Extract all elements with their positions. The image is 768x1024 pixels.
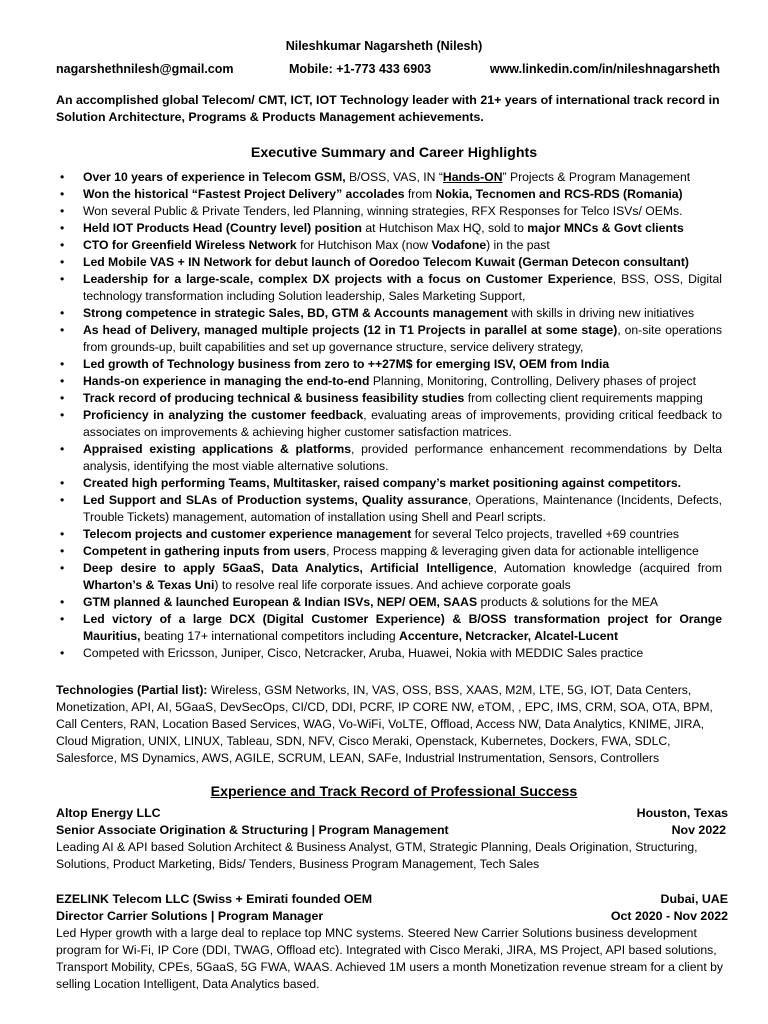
technologies-list: Wireless, GSM Networks, IN, VAS, OSS, BSS, XAAS, M2M, LTE, 5G, IOT, Data Centers, Monetization, API, AI, 5GaaS, DevSecOps, CI/CD, DDI, PCRF, IP CORE NW, eTOM, , EPC, IMS, CRM, SOA, OTA, BPM, Call Centers, RAN, Location Based Services, WAG, Vo-WiFi, VoLTE, Offload, Access NW, Data Analytics, KNIME, JIRA, Cloud Migration, UNIX, LINUX, Tableau, SDN, NFV, Cisco Meraki, Openstack, Kubernetes, Dockers, FWA, SDLC, Salesforce, MS Dynamics, AWS, AGILE, SCRUM, LEAN, SAFe, Industrial Instrumentation, Sensors, Controllers: [56, 683, 713, 765]
highlight-item: • Proficiency in analyzing the customer feedback, evaluating areas of improvements, providing critical feedback to associates on improvements & achieving higher customer satisfaction matrices.: [56, 407, 722, 441]
highlight-item: • Competed with Ericsson, Juniper, Cisco, Netcracker, Aruba, Huawei, Nokia with MEDDIC Sales practice: [56, 645, 722, 662]
executive-summary-heading: Executive Summary and Career Highlights: [250, 145, 538, 161]
technologies-paragraph: [56, 682, 726, 767]
highlight-item: • As head of Delivery, managed multiple projects (12 in T1 Projects in parallel at some stage), on-site operations from grounds-up, built capabilities and set up governance structure, service delivery strategy,: [56, 322, 722, 356]
job-title-row: [56, 822, 728, 839]
job-title: Director Carrier Solutions | Program Manager: [56, 909, 324, 923]
highlight-item: • Led growth of Technology business from zero to ++27M$ for emerging ISV, OEM from India: [56, 356, 722, 373]
company-name: Altop Energy LLC: [56, 806, 161, 820]
job-title-row: [56, 908, 728, 925]
job-location: Dubai, UAE: [660, 892, 728, 906]
highlight-item: • Held IOT Products Head (Country level) position at Hutchison Max HQ, sold to major MNCs & Govt clients: [56, 220, 722, 237]
highlight-item: • Led Support and SLAs of Production systems, Quality assurance, Operations, Maintenance (Incidents, Defects, Trouble Tickets) management, automation of installation using Shell and Pearl scripts.: [56, 492, 722, 526]
highlight-item: • Appraised existing applications & platforms, provided performance enhancement recommendations by Delta analysis, identifying the most viable alternative solutions.: [56, 441, 722, 475]
mobile-number: Mobile: +1-773 433 6903: [289, 62, 432, 76]
highlight-item: • Strong competence in strategic Sales, BD, GTM & Accounts management with skills in driving new initiatives: [56, 305, 722, 322]
job-company-row: [56, 891, 728, 908]
job-description: Leading AI & API based Solution Architect & Business Analyst, GTM, Strategic Planning, Deals Origination, Structuring, Solutions, Product Marketing, Bids/ Tenders, Business Program Management, Tech Sales: [56, 840, 698, 871]
job-dates: Nov 2022: [671, 823, 726, 837]
highlight-item: • Leadership for a large-scale, complex DX projects with a focus on Customer Experience, BSS, OSS, Digital technology transformation including Solution leadership, Sales Marketing Support,: [56, 271, 722, 305]
highlights-list: [56, 169, 722, 662]
email-link[interactable]: nagarshethnilesh@gmail.com: [56, 62, 234, 76]
experience-heading: Experience and Track Record of Professional Success: [210, 784, 578, 800]
job-title: Senior Associate Origination & Structuring | Program Management: [56, 823, 449, 837]
candidate-name: Nileshkumar Nagarsheth (Nilesh): [285, 39, 483, 53]
job-dates: Oct 2020 - Nov 2022: [610, 909, 728, 923]
job-entry: [56, 891, 728, 993]
job-description: Led Hyper growth with a large deal to replace top MNC systems. Steered New Carrier Solutions business development program for Wi-Fi, IP Core (DDI, TWAG, Offload etc). Integrated with Cisco Meraki, JIRA, MS Project, API based solutions, Transport Mobility, CPEs, 5GaaS, 5G FWA, WAAS. Achieved 1M users a month Monetization revenue stream for a client by selling Location Intelligent, Data Analytics based.: [56, 926, 723, 991]
highlight-item: • Over 10 years of experience in Telecom GSM, B/OSS, VAS, IN “Hands-ON” Projects & Program Management: [56, 169, 722, 186]
highlight-item: • CTO for Greenfield Wireless Network for Hutchison Max (now Vodafone) in the past: [56, 237, 722, 254]
highlight-item: • Led Mobile VAS + IN Network for debut launch of Ooredoo Telecom Kuwait (German Detecon consultant): [56, 254, 722, 271]
highlight-item: • Created high performing Teams, Multitasker, raised company’s market positioning against competitors.: [56, 475, 722, 492]
highlight-item: • Won the historical “Fastest Project Delivery” accolades from Nokia, Tecnomen and RCS-RDS (Romania): [56, 186, 722, 203]
highlight-item: • Deep desire to apply 5GaaS, Data Analytics, Artificial Intelligence, Automation knowledge (acquired from Wharton’s & Texas Uni) to resolve real life corporate issues. And achieve corporate goals: [56, 560, 722, 594]
job-company-row: [56, 805, 728, 822]
highlight-item: • Won several Public & Private Tenders, led Planning, winning strategies, RFX Responses for Telco ISVs/ OEMs.: [56, 203, 722, 220]
profile-summary: An accomplished global Telecom/ CMT, ICT, IOT Technology leader with 21+ years of international track record in Solution Architecture, Programs & Products Management achievements.: [56, 93, 720, 124]
job-location: Houston, Texas: [636, 806, 728, 820]
highlight-item: • Led victory of a large DCX (Digital Customer Experience) & B/OSS transformation project for Orange Mauritius, beating 17+ international competitors including Accenture, Netcracker, Alcatel-Lucent: [56, 611, 722, 645]
highlight-item: • Track record of producing technical & business feasibility studies from collecting client requirements mapping: [56, 390, 722, 407]
job-entry: [56, 805, 728, 873]
highlight-item: • Hands-on experience in managing the end-to-end Planning, Monitoring, Controlling, Delivery phases of project: [56, 373, 722, 390]
technologies-label: Technologies (Partial list):: [56, 683, 208, 697]
highlight-item: • GTM planned & launched European & Indian ISVs, NEP/ OEM, SAAS products & solutions for the MEA: [56, 594, 722, 611]
company-name: EZELINK Telecom LLC (Swiss + Emirati founded OEM: [56, 892, 373, 906]
highlight-item: • Competent in gathering inputs from users, Process mapping & leveraging given data for actionable intelligence: [56, 543, 722, 560]
highlight-item: • Telecom projects and customer experience management for several Telco projects, travelled +69 countries: [56, 526, 722, 543]
linkedin-link[interactable]: www.linkedin.com/in/nileshnagarsheth: [489, 62, 720, 76]
